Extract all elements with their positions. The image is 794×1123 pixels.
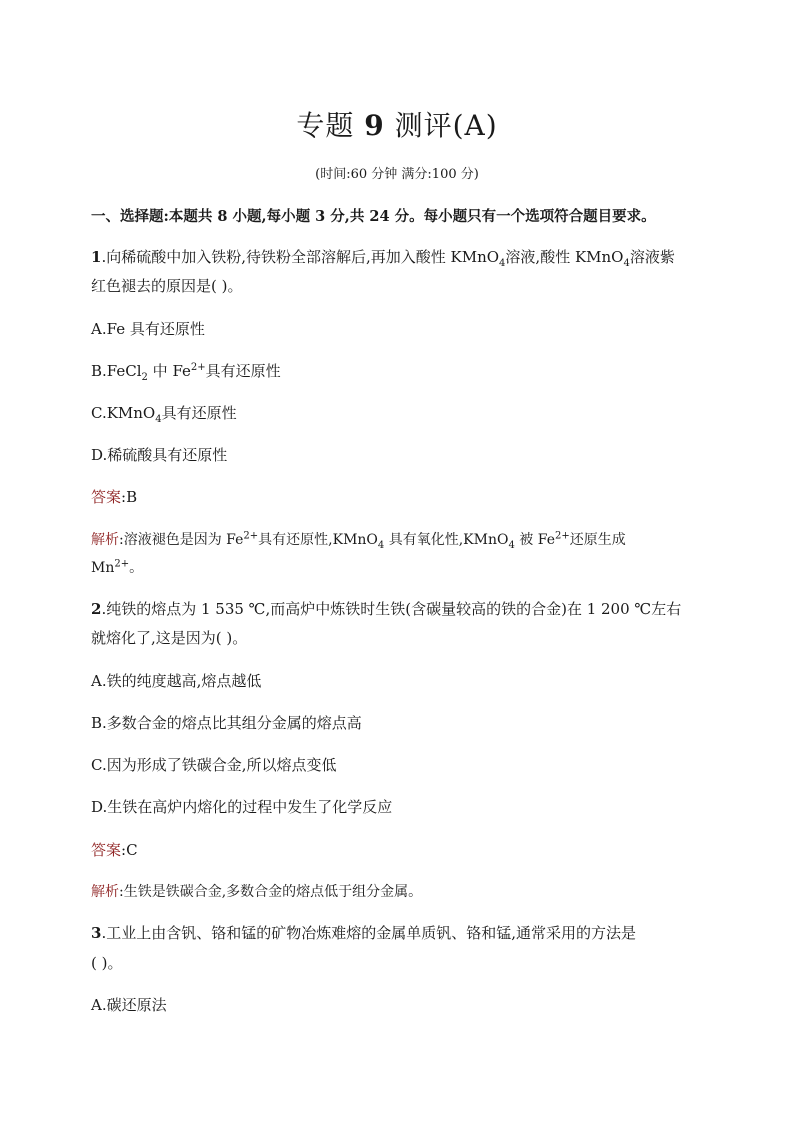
q1-option-c: C.KMnO$_4$具有还原性 xyxy=(91,404,237,425)
q2-option-b: B.多数合金的熔点比其组分金属的熔点高 xyxy=(91,714,362,732)
analysis-label: 解析 xyxy=(91,884,119,900)
page-title xyxy=(0,104,794,144)
q1-stem-line2: 红色褪去的原因是( )。 xyxy=(91,277,243,295)
answer-label: 答案 xyxy=(91,488,122,506)
q3-stem-line1: 3.工业上由含钒、铬和锰的矿物冶炼难熔的金属单质钒、铬和锰,通常采用的方法是 xyxy=(91,924,636,942)
answer-label: 答案 xyxy=(91,841,122,859)
q2-option-a: A.铁的纯度越高,熔点越低 xyxy=(91,672,262,690)
q1-stem-line1: 1.向稀硫酸中加入铁粉,待铁粉全部溶解后,再加入酸性 KMnO$_4$溶液,酸性 KMnO$_4$溶液紫 xyxy=(91,248,675,269)
q1-number: 1 xyxy=(91,248,102,266)
q1-answer: 答案:B xyxy=(91,488,138,506)
title-suffix: 测评(A) xyxy=(384,109,498,142)
q2-answer: 答案:C xyxy=(91,841,138,859)
q2-analysis: 解析:生铁是铁碳合金,多数合金的熔点低于组分金属。 xyxy=(91,884,423,900)
q1-option-d: D.稀硫酸具有还原性 xyxy=(91,446,228,464)
q1-analysis-line1: 解析:溶液褪色是因为 $Fe^{2+}$具有还原性,KMnO$_4$ 具有氧化性,KMnO$_4$ 被 $Fe^{2+}$还原生成 xyxy=(91,530,626,551)
q3-number: 3 xyxy=(91,924,102,942)
q2-option-c: C.因为形成了铁碳合金,所以熔点变低 xyxy=(91,756,337,774)
q3-option-a: A.碳还原法 xyxy=(91,996,167,1014)
title-prefix: 专题 xyxy=(296,109,365,142)
q2-stem-line1: 2.纯铁的熔点为 1 535 ℃,而高炉中炼铁时生铁(含碳量较高的铁的合金)在 1 200 ℃左右 xyxy=(91,600,682,618)
q1-option-a: A.Fe 具有还原性 xyxy=(91,320,205,338)
q1-option-b: B.FeCl$_2$ 中 $Fe^{2+}$具有还原性 xyxy=(91,362,281,383)
q2-stem-line2: 就熔化了,这是因为( )。 xyxy=(91,629,248,647)
q2-number: 2 xyxy=(91,600,102,618)
analysis-label: 解析 xyxy=(91,532,119,548)
section-heading: 一、选择题:本题共 8 小题,每小题 3 分,共 24 分。每小题只有一个选项符合题目要求。 xyxy=(91,208,656,225)
exam-time-score: (时间:60 分钟 满分:100 分) xyxy=(315,167,479,182)
title-number: 9 xyxy=(364,109,385,142)
q3-stem-line2: ( )。 xyxy=(91,954,123,972)
q2-option-d: D.生铁在高炉内熔化的过程中发生了化学反应 xyxy=(91,798,393,816)
q1-analysis-line2: $Mn^{2+}$。 xyxy=(91,558,144,576)
